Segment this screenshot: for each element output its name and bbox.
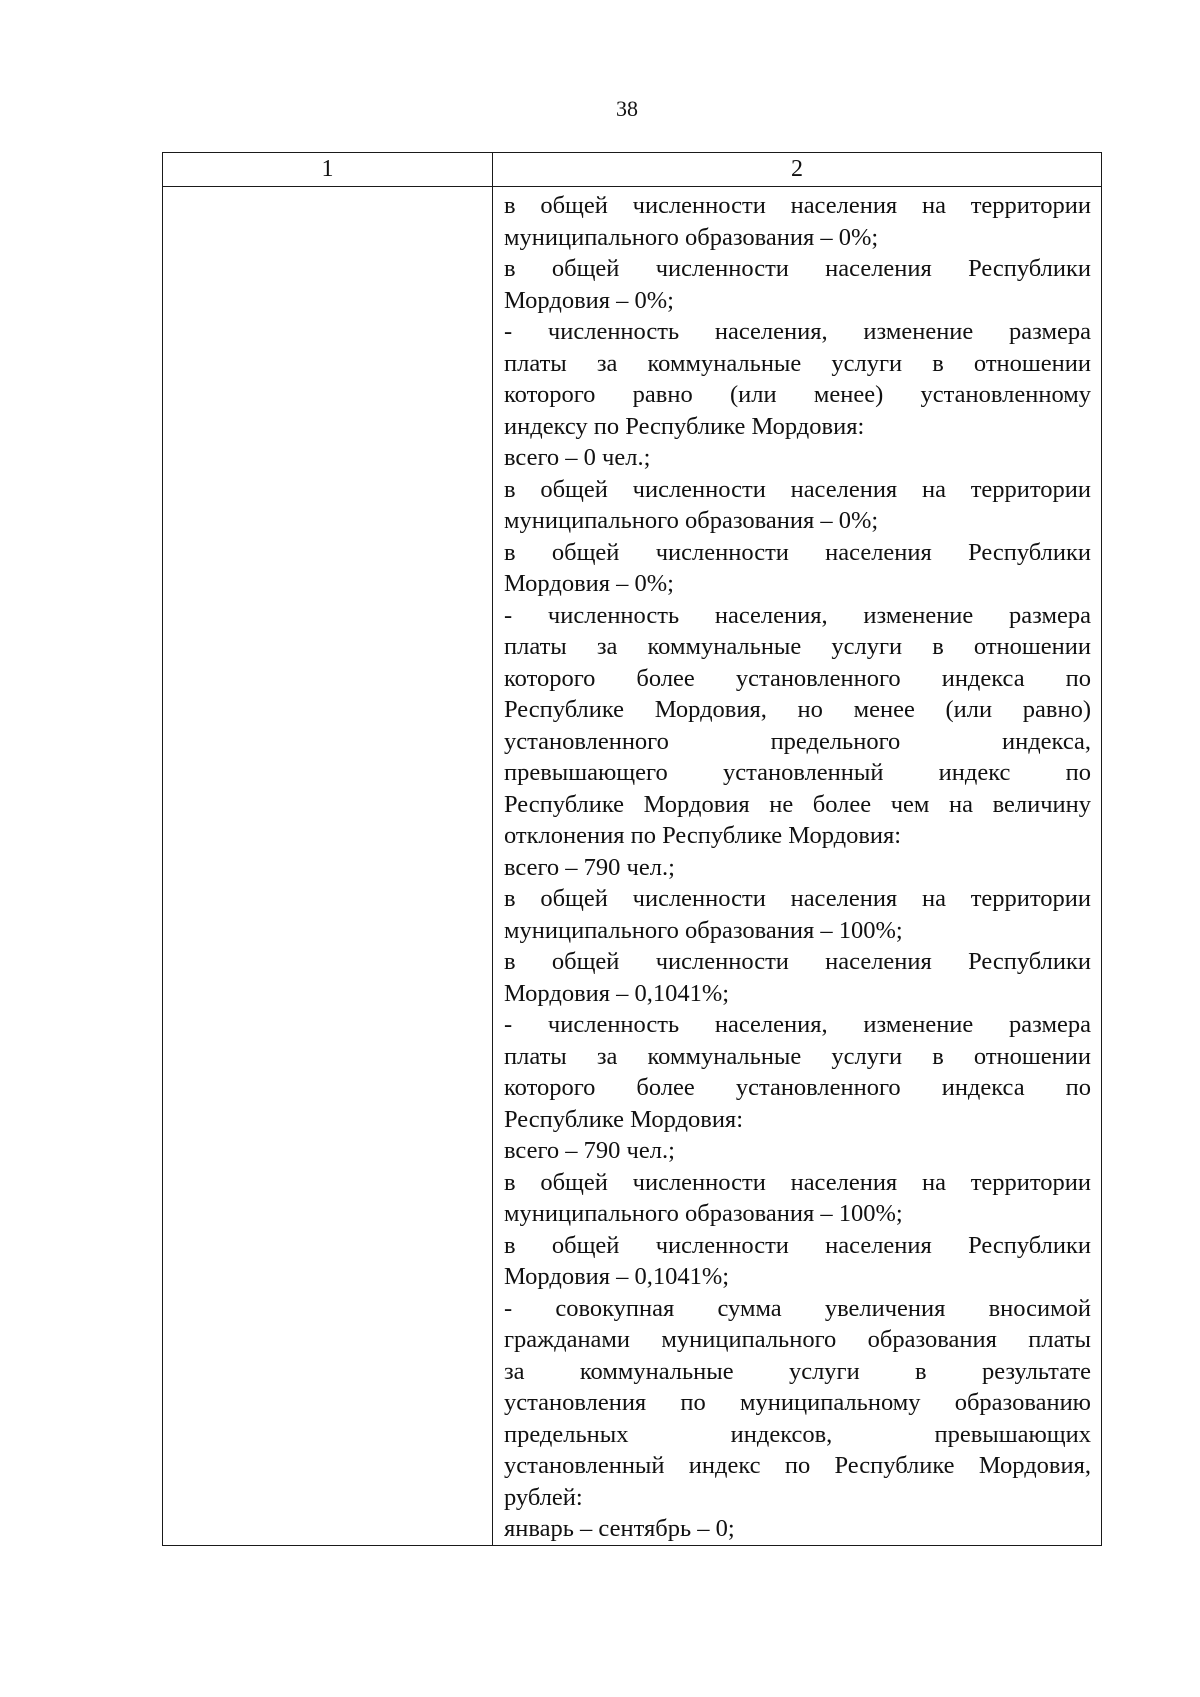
text-line: - совокупная сумма увеличения вносимой: [504, 1294, 1091, 1322]
text-line: муниципального образования – 100%;: [504, 1200, 903, 1227]
text-line: за коммунальные услуги в результате: [504, 1357, 1091, 1385]
text-line: которого равно (или менее) установленному: [504, 381, 1091, 408]
text-line: Мордовия – 0%;: [504, 570, 674, 597]
text-line: муниципального образования – 0%;: [504, 507, 879, 534]
table-row: [163, 187, 1102, 1546]
text-line: всего – 790 чел.;: [504, 853, 675, 881]
column-two-text: [504, 190, 1091, 1545]
text-line: январь – сентябрь – 0;: [504, 1515, 735, 1542]
text-line: гражданами муниципального образования платы: [504, 1326, 1091, 1353]
text-line: в общей численности населения Республики: [504, 1231, 1091, 1259]
text-line: в общей численности населения на территории: [504, 192, 1091, 219]
page-number: 38: [616, 96, 638, 121]
text-line: Мордовия – 0,1041%;: [504, 1263, 730, 1290]
text-line: отклонения по Республике Мордовия:: [504, 822, 902, 849]
text-line: Республике Мордовия, но менее (или равно): [504, 696, 1091, 723]
text-line: Республике Мордовия не более чем на величину: [504, 790, 1091, 818]
table-header-row: [163, 153, 1102, 187]
document-table: [162, 152, 1102, 1546]
text-line: платы за коммунальные услуги в отношении: [504, 1042, 1091, 1070]
text-line: которого более установленного индекса по: [504, 1074, 1091, 1101]
text-line: платы за коммунальные услуги в отношении: [504, 633, 1091, 660]
text-line: индексу по Республике Мордовия:: [504, 412, 865, 440]
text-line: - численность населения, изменение размера: [504, 1011, 1091, 1038]
text-line: всего – 790 чел.;: [504, 1137, 675, 1164]
text-line: - численность населения, изменение размера: [504, 318, 1091, 345]
text-line: Мордовия – 0,1041%;: [504, 979, 730, 1007]
text-line: установленного предельного индекса,: [504, 727, 1091, 755]
text-line: предельных индексов, превышающих: [504, 1420, 1091, 1448]
column-header-2: 2: [493, 153, 1102, 187]
text-line: рублей:: [504, 1483, 583, 1511]
text-line: превышающего установленный индекс по: [504, 759, 1091, 786]
text-line: в общей численности населения Республики: [504, 948, 1091, 975]
text-line: всего – 0 чел.;: [504, 444, 651, 471]
text-line: Мордовия – 0%;: [504, 286, 674, 314]
text-line: - численность населения, изменение размера: [504, 601, 1091, 629]
text-line: Республике Мордовия:: [504, 1105, 744, 1133]
text-line: муниципального образования – 100%;: [504, 916, 903, 944]
text-line: установленный индекс по Республике Мордовия,: [504, 1452, 1091, 1479]
text-line: в общей численности населения на территории: [504, 475, 1091, 503]
text-line: в общей численности населения Республики: [504, 255, 1091, 282]
text-line: в общей численности населения на территории: [504, 1168, 1091, 1196]
text-line: в общей численности населения Республики: [504, 538, 1091, 566]
column-header-1: 1: [163, 153, 493, 187]
text-line: муниципального образования – 0%;: [504, 223, 879, 251]
column-one-cell: [163, 187, 493, 1546]
text-line: в общей численности населения на территории: [504, 885, 1091, 912]
column-two-cell: [493, 187, 1102, 1546]
text-line: которого более установленного индекса по: [504, 664, 1091, 692]
text-line: платы за коммунальные услуги в отношении: [504, 349, 1091, 377]
text-line: установления по муниципальному образованию: [504, 1389, 1091, 1416]
